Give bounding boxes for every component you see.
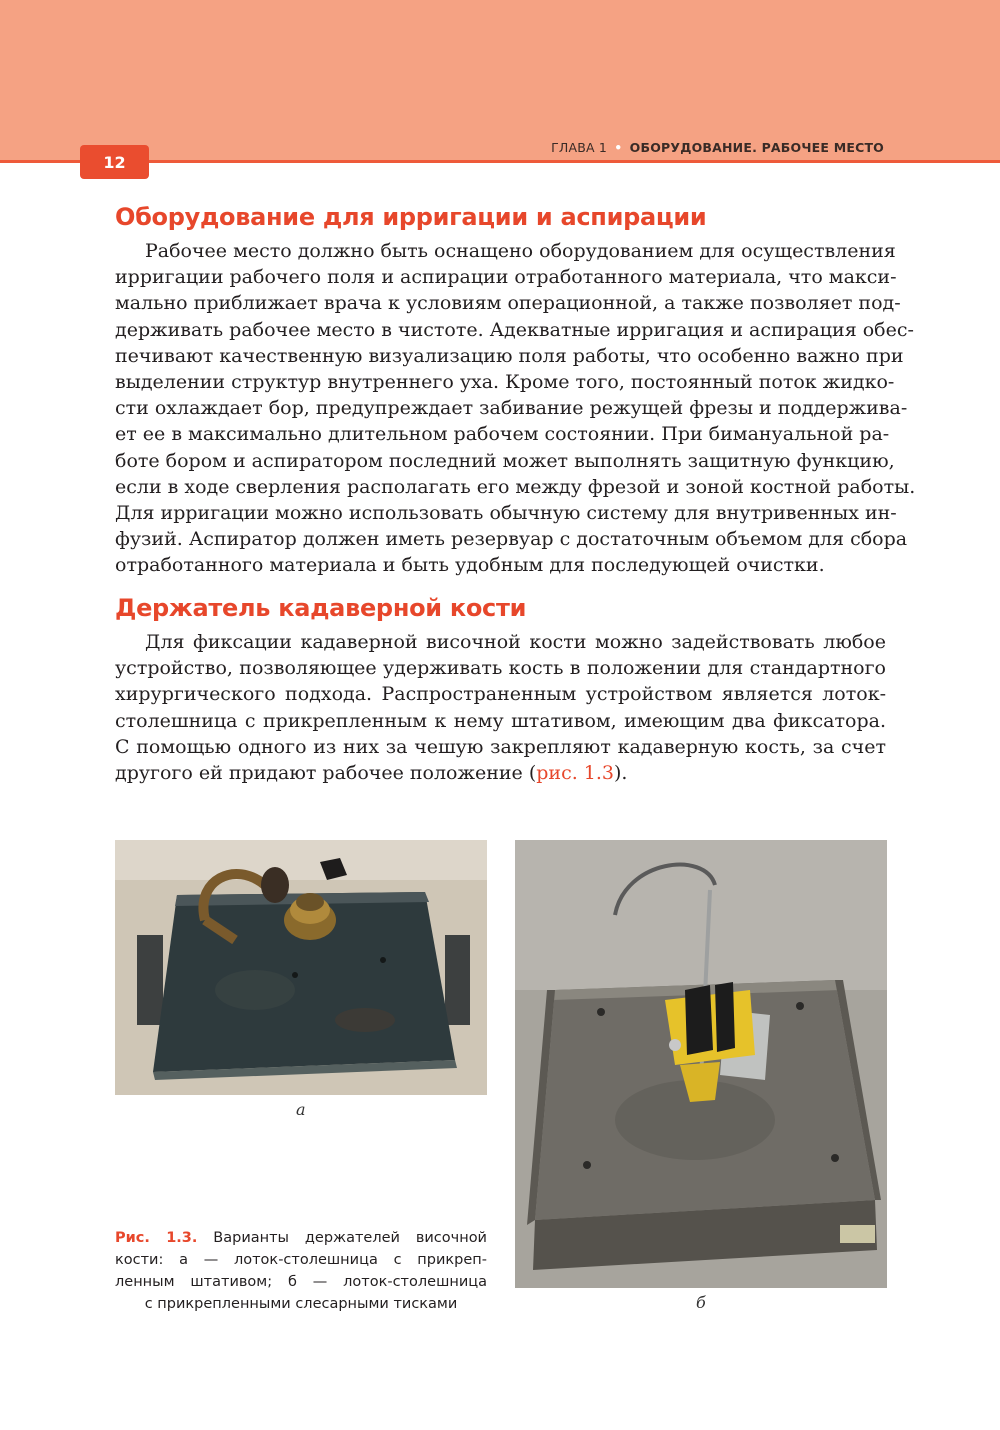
text-line: печивают качественную визуализацию поля работы, что особенно важно при: [115, 344, 904, 367]
caption-text: Варианты держателей височной: [213, 1230, 487, 1246]
caption-line: с прикрепленными слесарными тисками: [144, 1296, 458, 1312]
text-fragment: другого ей придают рабочее положение (: [115, 762, 537, 785]
text-line: Для ирригации можно использовать обычную систему для внутривенных ин-: [115, 502, 897, 525]
text-line: фузий. Аспиратор должен иметь резервуар с достаточным объемом для сбора: [115, 528, 908, 551]
photo-label-a: а: [296, 1100, 306, 1119]
caption-line: [115, 1227, 487, 1249]
text-line: отработанного материала и быть удобным для последующей очистки.: [115, 554, 825, 577]
text-line: устройство, позволяющее удерживать кость в положении для стандартного: [115, 657, 886, 680]
photo-label-b: б: [696, 1293, 706, 1312]
running-head-bullet: •: [614, 140, 623, 155]
text-line: держивать рабочее место в чистоте. Адекватные ирригация и аспирация обес-: [115, 318, 914, 341]
text-line: хирургического подхода. Распространенным устройством является лоток-: [115, 683, 886, 706]
running-head-section: ОБОРУДОВАНИЕ. РАБОЧЕЕ МЕСТО: [629, 140, 884, 155]
text-line: Рабочее место должно быть оснащено оборудованием для осуществления: [145, 240, 896, 262]
text-line: Для фиксации кадаверной височной кости можно задействовать любое: [145, 631, 886, 653]
caption-figure-number: Рис. 1.3.: [115, 1230, 198, 1246]
section-heading-irrigation: Оборудование для ирригации и аспирации: [115, 203, 707, 231]
text-line: если в ходе сверления располагать его между фрезой и зоной костной работы.: [115, 475, 916, 498]
text-line: сти охлаждает бор, предупреждает забивание режущей фрезы и поддержива-: [115, 397, 908, 420]
running-head-chapter: ГЛАВА 1: [551, 140, 608, 155]
figure-reference-link[interactable]: рис. 1.3: [536, 762, 615, 785]
running-head: [551, 140, 884, 155]
header-rule: [0, 160, 1000, 163]
text-line: С помощью одного из них за чешую закрепляют кадаверную кость, за счет: [115, 735, 886, 758]
text-fragment: ).: [614, 762, 628, 785]
text-line: ирригации рабочего поля и аспирации отработанного материала, что макси-: [115, 266, 897, 289]
text-line: столешница с прикрепленным к нему штативом, имеющим два фиксатора.: [115, 709, 886, 732]
figure-caption: [115, 1227, 487, 1315]
paragraph-irrigation: [115, 238, 916, 579]
text-line: боте бором и аспиратором последний может выполнять защитную функцию,: [115, 449, 895, 472]
caption-line: кости: а — лоток-столешница с прикреп-: [115, 1252, 487, 1268]
text-line: выделении структур внутреннего уха. Кроме того, постоянный поток жидко-: [115, 371, 895, 394]
text-line: [115, 760, 886, 786]
page-number: 12: [80, 145, 149, 179]
header-band: [0, 0, 1000, 162]
photo-tray-with-vise: [515, 840, 887, 1288]
photo-tray-with-stand: [115, 840, 487, 1095]
text-line: мально приближает врача к условиям операционной, а также позволяет под-: [115, 292, 901, 315]
section-heading-bone-holder: Держатель кадаверной кости: [115, 594, 527, 622]
text-line: ет ее в максимально длительном рабочем состоянии. При бимануальной ра-: [115, 423, 890, 446]
caption-line: ленным штативом; б — лоток-столешница: [115, 1274, 487, 1290]
paragraph-bone-holder: [115, 629, 886, 786]
